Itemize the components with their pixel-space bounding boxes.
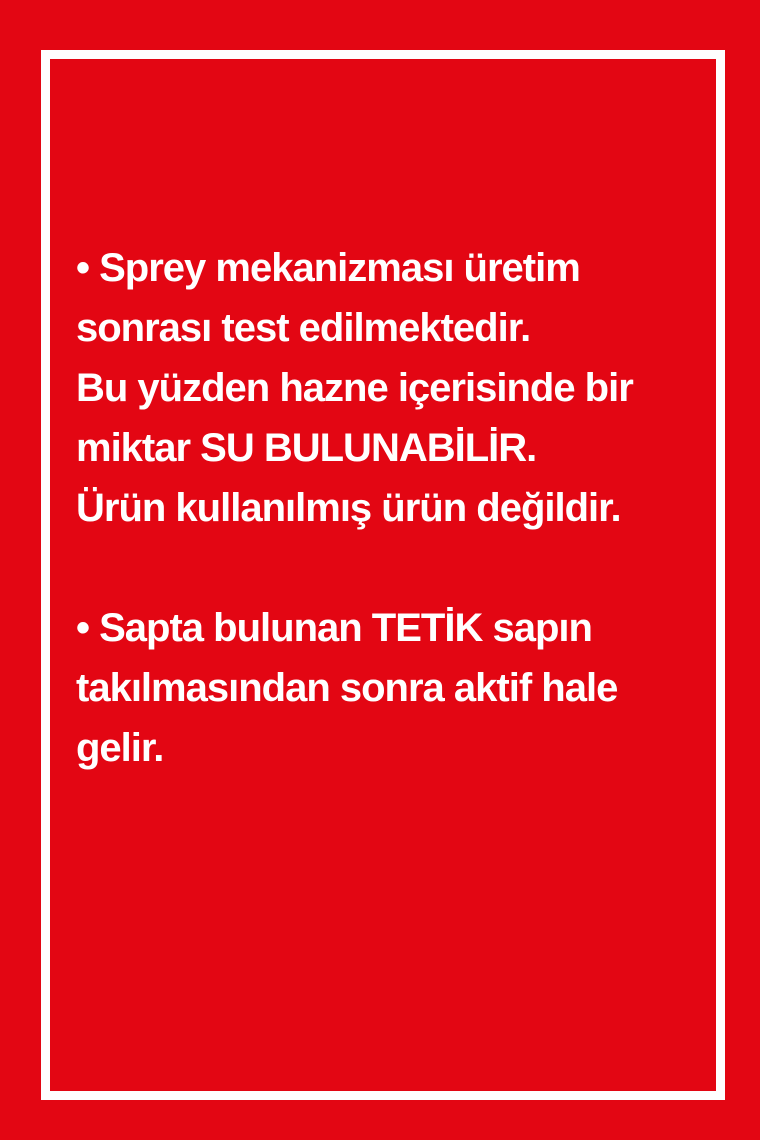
notice-text-block [76, 238, 700, 778]
notice-line: sonrası test edilmektedir. [76, 306, 531, 350]
notice-line: • Sapta bulunan TETİK sapın [76, 606, 592, 650]
notice-line: gelir. [76, 726, 164, 770]
notice-paragraph-trigger [76, 598, 700, 778]
notice-paragraph-spray-mechanism [76, 238, 700, 538]
notice-line: miktar SU BULUNABİLİR. [76, 426, 537, 470]
notice-line: • Sprey mekanizması üretim [76, 246, 580, 290]
notice-line: Ürün kullanılmış ürün değildir. [76, 486, 621, 530]
notice-line: takılmasından sonra aktif hale [76, 666, 618, 710]
notice-line: Bu yüzden hazne içerisinde bir [76, 366, 633, 410]
